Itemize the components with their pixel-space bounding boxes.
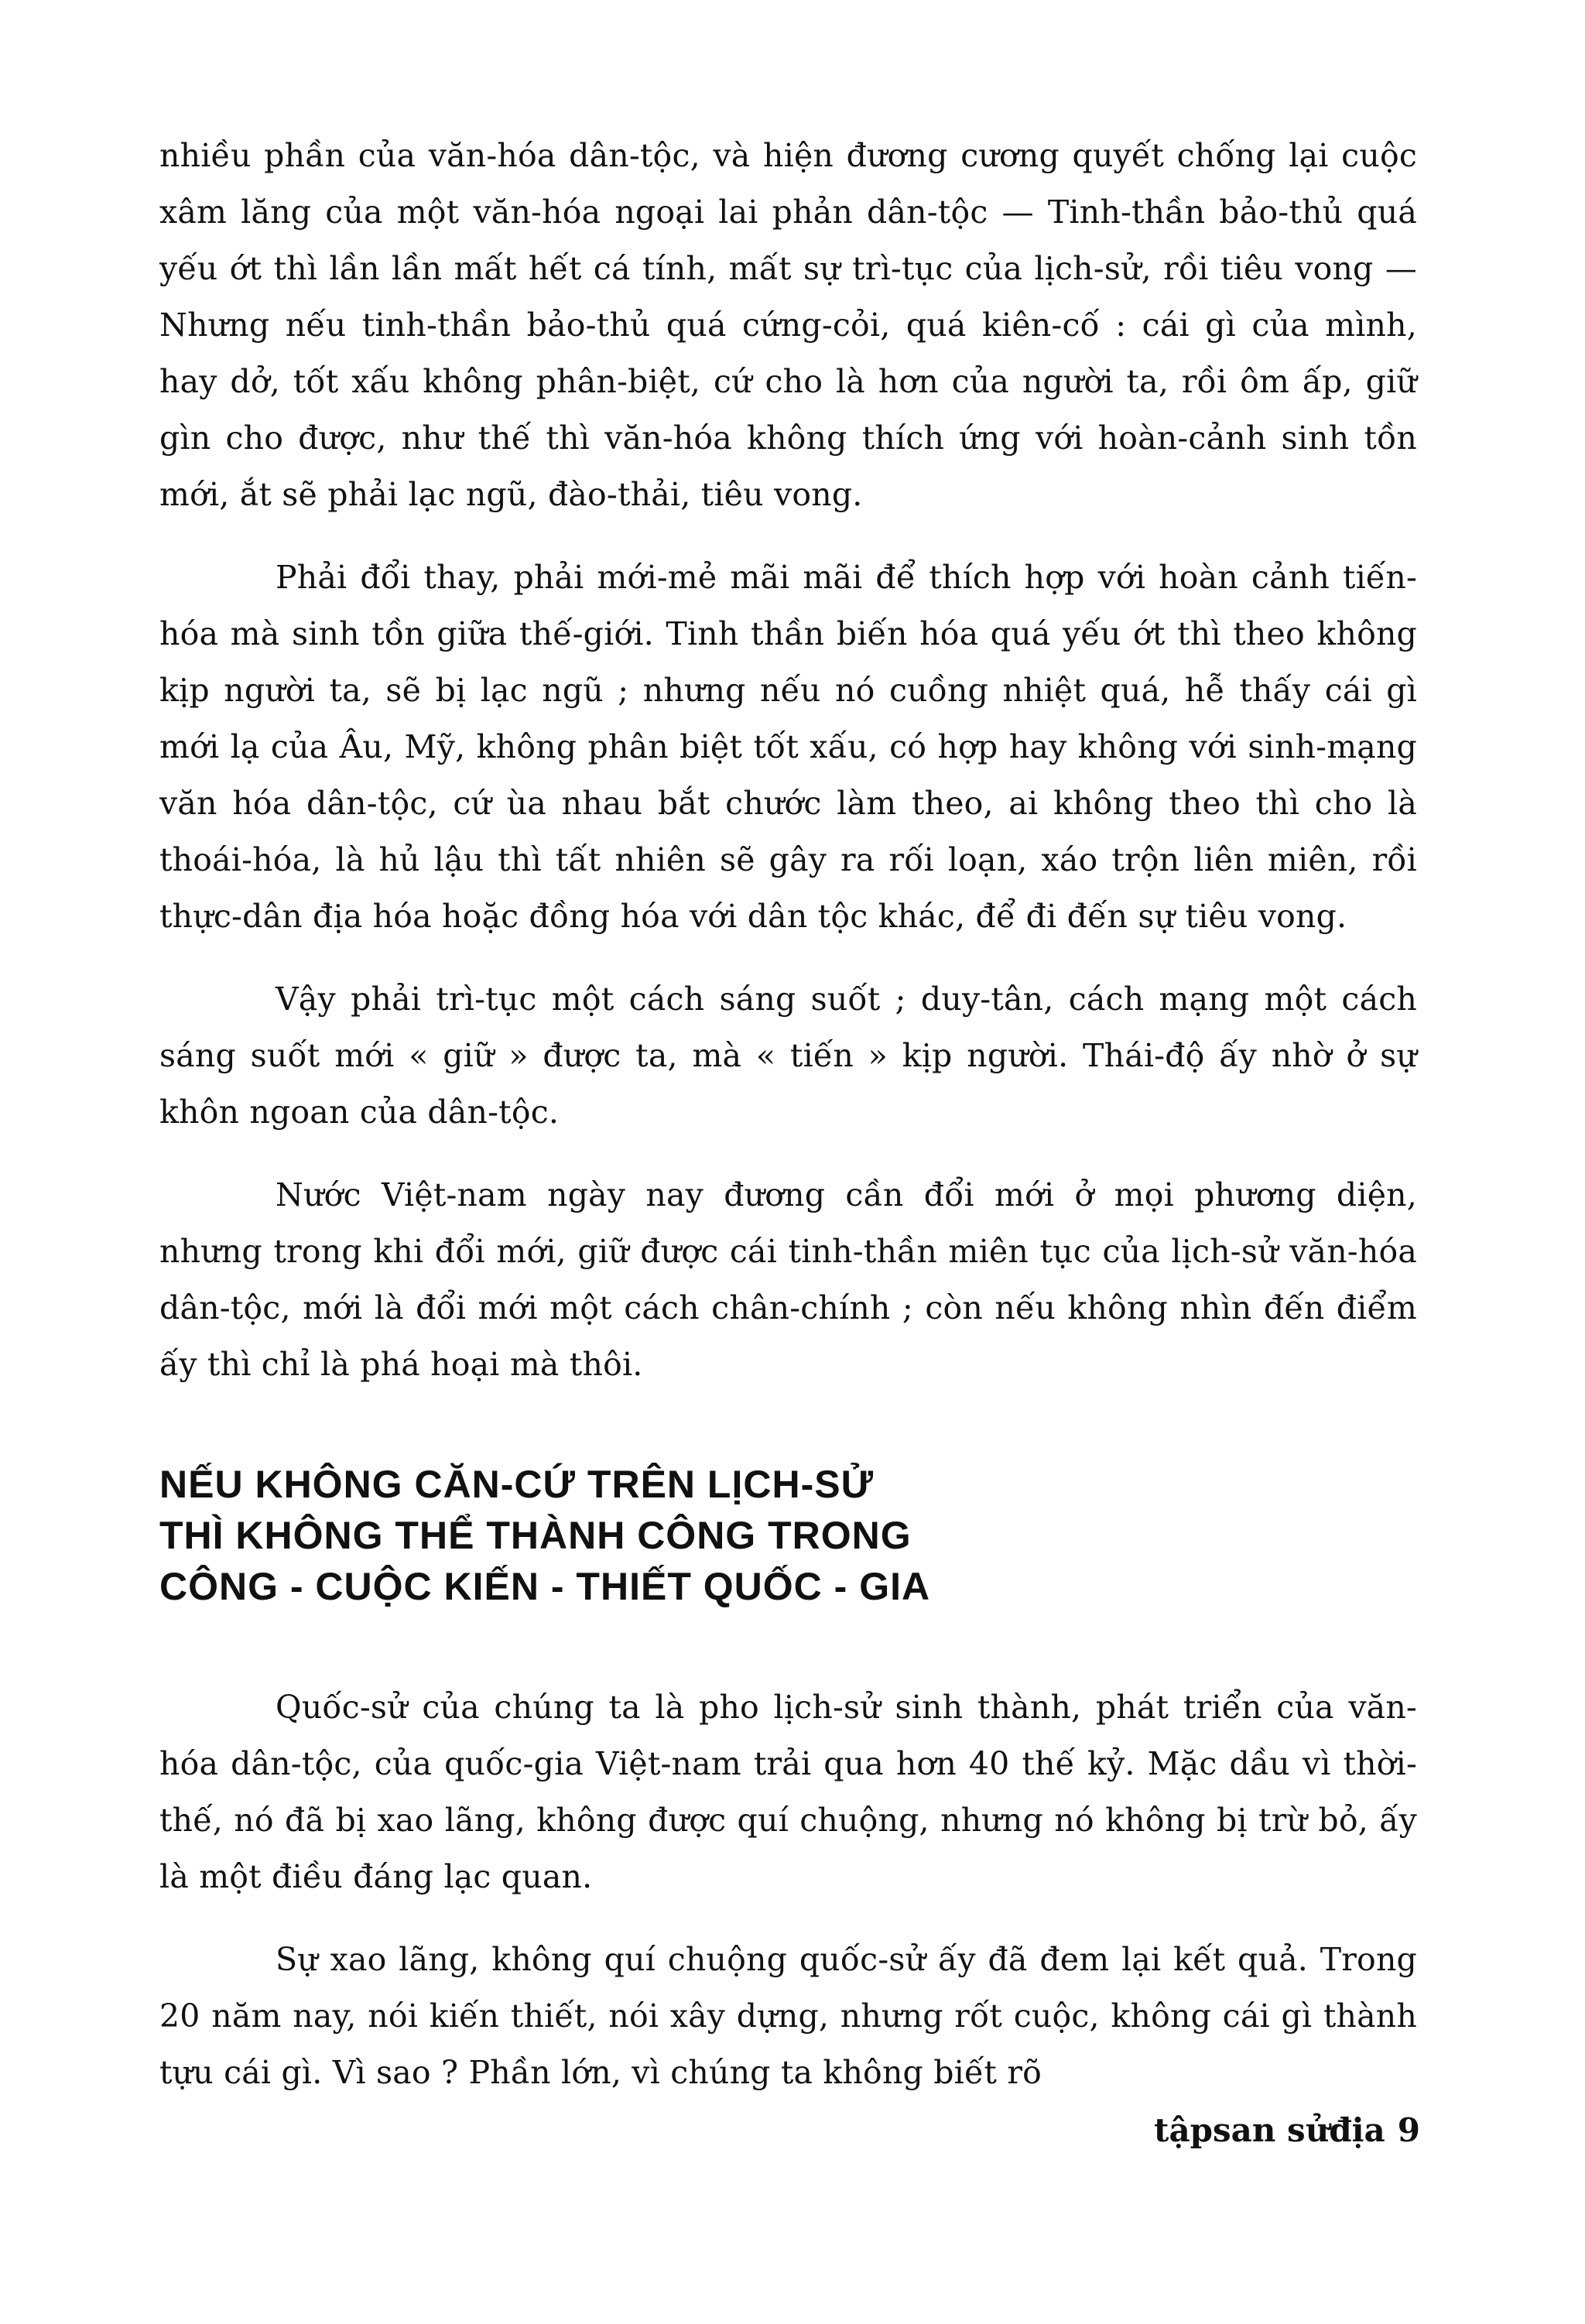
paragraph-continuation: nhiều phần của văn-hóa dân-tộc, và hiện đương cương quyết chống lại cuộc xâm lăng của một văn-hóa ngoại lai phản dân-tộc — Tinh-thần bảo-thủ quá yếu ớt thì lần lần mất hết cá tính, mất sự trì-tục của lịch-sử, rồi tiêu vong — Nhưng nếu tinh-thần bảo-thủ quá cứng-cỏi, quá kiên-cố : cái gì của mình, hay dở, tốt xấu không phân-biệt, cứ cho là hơn của người ta, rồi ôm ấp, giữ gìn cho được, như thế thì văn-hóa không thích ứng với hoàn-cảnh sinh tồn mới, ắt sẽ phải lạc ngũ, đào-thải, tiêu vong. xyxy=(159,137,1417,513)
heading-line-3: CÔNG - CUỘC KIẾN - THIẾT QUỐC - GIA xyxy=(159,1565,931,1608)
heading-line-2: THÌ KHÔNG THỂ THÀNH CÔNG TRONG xyxy=(159,1514,912,1557)
body-text-bottom xyxy=(159,1679,1417,2101)
paragraph: Phải đổi thay, phải mới-mẻ mãi mãi để thích hợp với hoàn cảnh tiến-hóa mà sinh tồn giữa thế-giới. Tinh thần biến hóa quá yếu ớt thì theo không kịp người ta, sẽ bị lạc ngũ ; nhưng nếu nó cuồng nhiệt quá, hễ thấy cái gì mới lạ của Âu, Mỹ, không phân biệt tốt xấu, có hợp hay không với sinh-mạng văn hóa dân-tộc, cứ ùa nhau bắt chước làm theo, ai không theo thì cho là thoái-hóa, là hủ lậu thì tất nhiên sẽ gây ra rối loạn, xáo trộn liên miên, rồi thực-dân địa hóa hoặc đồng hóa với dân tộc khác, để đi đến sự tiêu vong. xyxy=(159,559,1417,935)
paragraph-gap xyxy=(159,945,1417,971)
paragraph: Vậy phải trì-tục một cách sáng suốt ; duy-tân, cách mạng một cách sáng suốt mới « giữ » được ta, mà « tiến » kịp người. Thái-độ ấy nhờ ở sự khôn ngoan của dân-tộc. xyxy=(159,981,1417,1131)
publication-name: tậpsan sửđịa xyxy=(1154,2111,1385,2149)
heading-line-1: NẾU KHÔNG CĂN-CỨ TRÊN LỊCH-SỬ xyxy=(159,1463,875,1506)
paragraph-gap xyxy=(159,523,1417,549)
paragraph-gap xyxy=(159,1141,1417,1167)
paragraph-gap xyxy=(159,1905,1417,1932)
paragraph: Sự xao lãng, không quí chuộng quốc-sử ấy đã đem lại kết quả. Trong 20 năm nay, nói kiến thiết, nói xây dựng, nhưng rốt cuộc, không cái gì thành tựu cái gì. Vì sao ? Phần lớn, vì chúng ta không biết rõ xyxy=(159,1941,1417,2091)
paragraph: Quốc-sử của chúng ta là pho lịch-sử sinh thành, phát triển của văn-hóa dân-tộc, của quốc-gia Việt-nam trải qua hơn 40 thế kỷ. Mặc dầu vì thời-thế, nó đã bị xao lãng, không được quí chuộng, nhưng nó không bị trừ bỏ, ấy là một điều đáng lạc quan. xyxy=(159,1689,1417,1895)
page-footer xyxy=(1080,2109,1420,2152)
paragraph: Nước Việt-nam ngày nay đương cần đổi mới ở mọi phương diện, nhưng trong khi đổi mới, giữ được cái tinh-thần miên tục của lịch-sử văn-hóa dân-tộc, mới là đổi mới một cách chân-chính ; còn nếu không nhìn đến điểm ấy thì chỉ là phá hoại mà thôi. xyxy=(159,1176,1417,1383)
section-heading xyxy=(159,1459,1088,1612)
body-text-top xyxy=(159,128,1417,1393)
page-number: 9 xyxy=(1397,2111,1420,2149)
